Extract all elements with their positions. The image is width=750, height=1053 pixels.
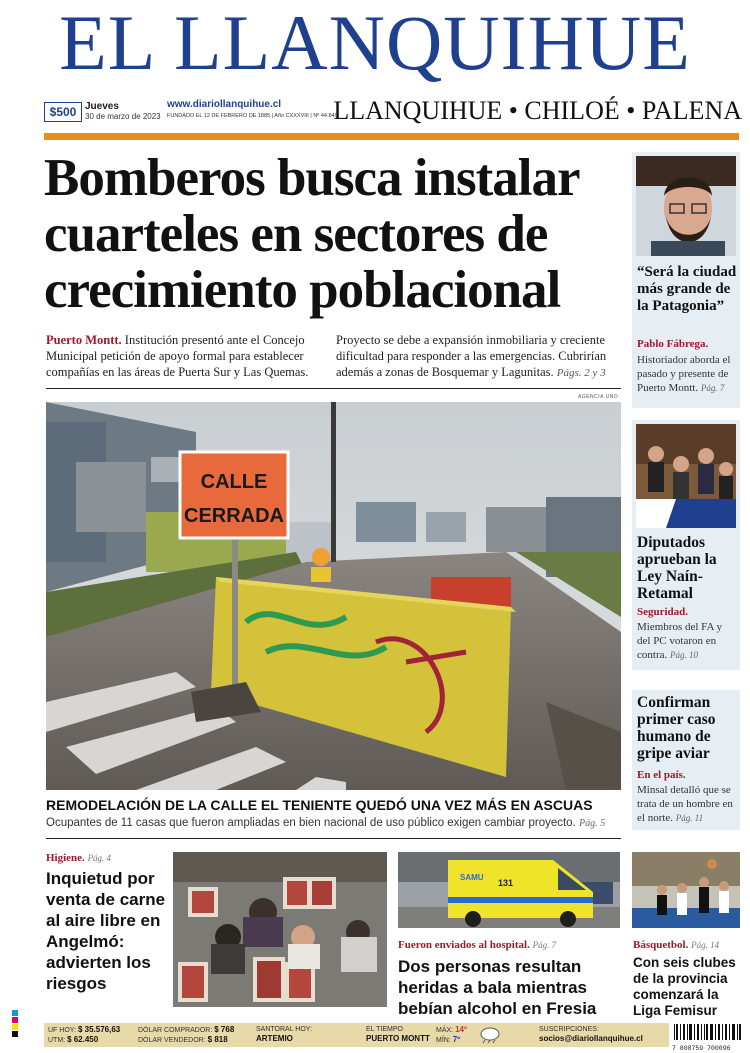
- ambulance-label: SAMU: [460, 873, 484, 882]
- bottom-kicker-3-label: Básquetbol.: [633, 939, 689, 951]
- masthead: EL LLANQUIHUE: [59, 0, 691, 86]
- bottom-kicker-3: [633, 939, 719, 951]
- cmyk-magenta: [12, 1017, 18, 1023]
- sidebar-text-1: [637, 353, 737, 395]
- cmyk-black: [12, 1031, 18, 1037]
- uf-label: UF HOY:: [48, 1027, 77, 1034]
- bottom-page-1: Pág. 4: [87, 853, 112, 863]
- sidebar-kicker-2: Seguridad.: [637, 606, 689, 618]
- utm-label: UTM:: [48, 1037, 66, 1044]
- sidebar-headline-3[interactable]: Confirman primer caso humano de gripe aviar: [637, 694, 716, 762]
- sidebar-kicker-3: En el país.: [637, 769, 686, 781]
- footer-subscriptions: [539, 1025, 643, 1044]
- parliament-photo: [636, 424, 744, 532]
- photo-caption-text: Ocupantes de 11 casas que fueron ampliadas en bien nacional de uso público exigen cambiar proyecto.: [46, 817, 576, 829]
- footer-temps: [436, 1025, 467, 1045]
- dolar-c-value: $ 768: [214, 1025, 235, 1034]
- uf-value: $ 35.576,63: [77, 1025, 121, 1034]
- price-badge: $500: [44, 102, 82, 122]
- bottom-headline-3[interactable]: Con seis clubes de la provincia comenzará la Liga Femisur: [633, 955, 736, 1018]
- sidebar-kicker-1: Pablo Fábrega.: [637, 338, 709, 350]
- cmyk-cyan: [12, 1010, 18, 1016]
- bottom-kicker-1-label: Higiene.: [46, 852, 85, 864]
- bottom-kicker-2: [398, 939, 556, 951]
- bottom-headline-1[interactable]: Inquietud por venta de carne al aire libre en Angelmó: advierten los riesgos: [46, 869, 166, 993]
- meat-market-photo[interactable]: [173, 852, 387, 1007]
- photo-caption-page: Pág. 5: [578, 818, 606, 829]
- bottom-kicker-2-label: Fueron enviados al hospital.: [398, 939, 530, 951]
- footer-bar: [44, 1023, 669, 1047]
- main-headline[interactable]: Bomberos busca instalar cuarteles en sectores de crecimiento poblacional: [44, 149, 579, 319]
- dek-place: Puerto Montt.: [46, 333, 122, 347]
- divider: [46, 388, 621, 389]
- bottom-page-3: Pág. 14: [691, 940, 720, 950]
- max-label: MÁX:: [436, 1027, 454, 1034]
- tiempo-city: PUERTO MONTT: [366, 1034, 430, 1043]
- santoral-label: SANTORAL HOY:: [256, 1026, 313, 1033]
- max-value: 14º: [455, 1025, 467, 1034]
- issue-day: Jueves: [85, 101, 119, 112]
- bottom-headline-2[interactable]: Dos personas resultan heridas a bala mientras bebían alcohol en Fresia: [398, 957, 597, 1018]
- masthead-rule: [44, 133, 739, 140]
- main-dek-right: [336, 332, 624, 381]
- sidebar-page-2: Pág. 10: [669, 650, 698, 660]
- barcode-bars: [672, 1024, 742, 1040]
- sidebar-text-3-body: Minsal detalló que se trata de un hombre en el norte.: [637, 784, 733, 824]
- sidebar-story-2[interactable]: [632, 420, 740, 670]
- dek-text-right: Proyecto se debe a expansión inmobiliaria y creciente dificultad para responder a las emergencias. Cubrirían además a zonas de Bosquemar y Lagunitas.: [336, 333, 607, 379]
- footer-weather: [366, 1025, 430, 1044]
- divider: [46, 838, 621, 839]
- bottom-kicker-1: [46, 852, 111, 864]
- photo-caption-title[interactable]: REMODELACIÓN DE LA CALLE EL TENIENTE QUEDÓ UNA VEZ MÁS EN ASCUAS: [46, 797, 593, 813]
- sign-text-2: CERRADA: [184, 505, 284, 527]
- main-dek-left: [46, 332, 329, 380]
- tiempo-label: EL TIEMPO: [366, 1026, 403, 1033]
- photo-caption: [46, 817, 605, 829]
- portrait-photo: [636, 156, 744, 260]
- sidebar-text-2-body: Miembros del FA y del PC votaron en contra.: [637, 621, 723, 661]
- ambulance-number: 131: [498, 878, 514, 888]
- sidebar-text-3: [637, 783, 737, 825]
- subs-label: SUSCRIPCIONES:: [539, 1026, 599, 1033]
- footer-santoral: [256, 1025, 312, 1044]
- barcode: [672, 1024, 742, 1052]
- ambulance-photo[interactable]: [398, 852, 620, 928]
- bottom-page-2: Pág. 7: [532, 940, 557, 950]
- photo-credit: AGENCIA UNO: [578, 394, 619, 400]
- sidebar-text-1-body: Historiador aborda el pasado y presente de Puerto Montt.: [637, 354, 731, 394]
- footer-dollar: [138, 1025, 234, 1045]
- santoral-value: ARTEMIO: [256, 1034, 293, 1043]
- main-photo[interactable]: [46, 402, 621, 790]
- basketball-photo[interactable]: [632, 852, 740, 928]
- website-link[interactable]: www.diariollanquihue.cl: [167, 99, 282, 110]
- footer-indicators: [48, 1025, 120, 1045]
- issue-date: 30 de marzo de 2023: [85, 112, 161, 121]
- dolar-v-value: $ 818: [207, 1035, 228, 1044]
- founded-line: FUNDADO EL 12 DE FEBRERO DE 1885 | Año CXXXVIII | Nº 44.849: [167, 113, 338, 119]
- dek-text-left: Institución presentó ante el Concejo Municipal petición de apoyo formal para establecer compañías en las áreas de Puerta Sur y Las Quemas.: [46, 333, 309, 379]
- sidebar-text-2: [637, 620, 737, 662]
- min-value: 7º: [452, 1035, 461, 1044]
- dolar-c-label: DÓLAR COMPRADOR:: [138, 1027, 213, 1034]
- street-scene-illustration: [46, 402, 621, 790]
- sidebar-story-3[interactable]: [632, 690, 740, 830]
- regions-line: LLANQUIHUE • CHILOÉ • PALENA: [333, 96, 742, 125]
- sign-text-1: CALLE: [200, 471, 268, 493]
- sidebar-headline-2[interactable]: Diputados aprueban la Ley Naín-Retamal: [637, 534, 717, 602]
- min-label: MÍN:: [436, 1037, 451, 1044]
- dolar-v-label: DÓLAR VENDEDOR:: [138, 1037, 206, 1044]
- sidebar-story-1[interactable]: [632, 152, 740, 408]
- sidebar-page-3: Pág. 11: [675, 813, 704, 823]
- utm-value: $ 62.450: [67, 1035, 99, 1044]
- barcode-number: 7 808759 700096: [672, 1045, 731, 1052]
- dek-pages: Págs. 2 y 3: [556, 367, 606, 379]
- sidebar-headline-1[interactable]: “Será la ciudad más grande de la Patagonia”: [637, 264, 737, 314]
- cloud-rain-icon: [478, 1026, 500, 1044]
- cmyk-yellow: [12, 1024, 18, 1030]
- sidebar-page-1: Pág. 7: [700, 383, 725, 393]
- subs-email[interactable]: socios@diariollanquihue.cl: [539, 1034, 643, 1043]
